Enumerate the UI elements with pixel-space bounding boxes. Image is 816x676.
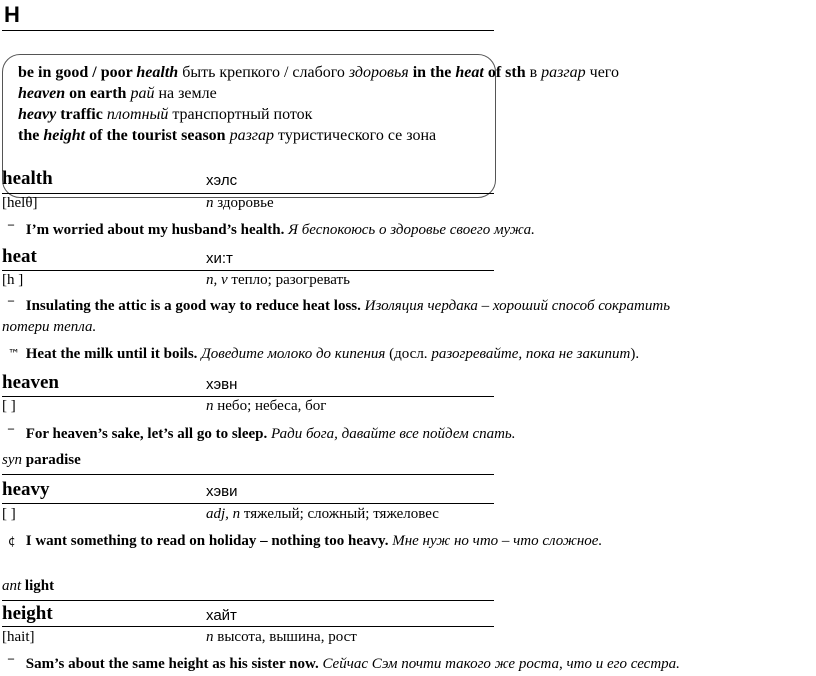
keyword: height	[43, 127, 86, 144]
translation-text: туристического се зона	[274, 127, 437, 144]
transcription-heaven: хэвн	[206, 376, 238, 393]
translation-text: транспортный поток	[168, 106, 313, 123]
example-russian: Я беспокоюсь о здоровье своего мужа.	[288, 222, 535, 238]
collocation-text: be in good / poor	[18, 64, 137, 81]
example-english: I’m worried about my husband’s health.	[25, 222, 285, 238]
example-heat-1-cont	[2, 319, 96, 336]
transcription-heavy: хэви	[206, 483, 238, 500]
note-text: разогревайте, пока не закипит	[427, 346, 631, 362]
translation-keyword: разгар	[541, 64, 586, 81]
note-bracket: (	[385, 346, 395, 362]
ipa-heaven: [ ]	[2, 398, 16, 414]
example-english: Sam’s about the same height as his sister now.	[25, 656, 319, 672]
ipa-heavy: [ ]	[2, 506, 16, 522]
example-marker-icon: ‾	[8, 223, 14, 237]
part-of-speech: adj, n	[206, 506, 241, 522]
callout-line-2	[18, 85, 217, 103]
gloss-height	[206, 629, 357, 646]
gloss-text: тепло; разогревать	[227, 272, 350, 288]
example-russian: Мне нуж но что – что сложное.	[392, 533, 603, 549]
collocation-text: in the	[408, 64, 456, 81]
headword-height: height	[2, 603, 53, 624]
callout-line-4	[18, 127, 436, 145]
entry-rule	[2, 270, 494, 271]
translation-text: чего	[585, 64, 619, 81]
collocation-text: of sth	[483, 64, 526, 81]
example-heat-2	[8, 346, 639, 363]
gloss-text: небо; небеса, бог	[213, 398, 327, 414]
callout-line-1	[18, 64, 619, 82]
example-height-1	[8, 656, 680, 673]
ipa-height: [hait]	[2, 629, 35, 645]
antonym-label: ant	[2, 578, 22, 594]
example-marker-icon: ‾	[8, 299, 14, 313]
example-marker-icon: ¢	[8, 534, 16, 548]
example-russian: потери тепла.	[2, 319, 97, 335]
part-of-speech: n	[206, 398, 214, 414]
note-label: досл.	[394, 346, 428, 362]
example-heaven-1	[8, 426, 516, 443]
translation-keyword: плотный	[102, 106, 169, 123]
transcription-height: хайт	[206, 607, 237, 624]
gloss-text: высота, вышина, рост	[213, 629, 357, 645]
example-marker-icon: ™	[8, 347, 20, 361]
keyword: heaven	[18, 85, 66, 102]
synonym-word: paradise	[22, 452, 81, 468]
example-health-1	[8, 222, 535, 239]
keyword: heat	[455, 64, 484, 81]
example-english: Heat the milk until it boils.	[25, 346, 198, 362]
example-english: Insulating the attic is a good way to reduce heat loss.	[25, 298, 361, 314]
part-of-speech: n	[206, 629, 214, 645]
synonym-label: syn	[2, 452, 22, 468]
keyword: heavy	[18, 106, 57, 123]
example-marker-icon: ‾	[8, 427, 14, 441]
gloss-heavy	[206, 506, 439, 523]
example-heavy-1	[8, 533, 602, 550]
entry-rule	[2, 600, 494, 601]
entry-rule	[2, 396, 494, 397]
headword-heaven: heaven	[2, 372, 59, 393]
translation-keyword: рай	[126, 85, 155, 102]
section-letter: H	[4, 2, 20, 27]
gloss-heat	[206, 272, 350, 289]
gloss-heaven	[206, 398, 326, 415]
entry-rule	[2, 193, 494, 194]
antonym-heavy	[2, 578, 54, 595]
example-russian: Доведите молоко до кипения	[201, 346, 386, 362]
headword-heavy: heavy	[2, 479, 50, 500]
collocation-text: of the tourist season	[85, 127, 226, 144]
translation-text: быть крепкого / слабого	[178, 64, 349, 81]
gloss-text: здоровье	[213, 195, 274, 211]
transcription-heat: хи:т	[206, 250, 233, 267]
entry-rule	[2, 626, 494, 627]
collocation-text: the	[18, 127, 44, 144]
gloss-text: тяжелый; сложный; тяжеловес	[240, 506, 439, 522]
translation-keyword: здоровья	[348, 64, 409, 81]
transcription-health: хэлс	[206, 172, 238, 189]
example-heat-1	[8, 298, 670, 315]
translation-text: на земле	[154, 85, 217, 102]
collocation-text: on earth	[65, 85, 127, 102]
antonym-word: light	[21, 578, 55, 594]
section-rule	[2, 30, 494, 31]
example-russian: Ради бога, давайте все пойдем спать.	[271, 426, 516, 442]
note-bracket: ).	[630, 346, 640, 362]
example-russian: Сейчас Сэм почти такого же роста, что и его сестра.	[322, 656, 680, 672]
ipa-heat: [h ]	[2, 272, 24, 288]
callout-line-3	[18, 106, 312, 124]
entry-rule	[2, 474, 494, 475]
collocation-text: traffic	[56, 106, 103, 123]
entry-rule	[2, 503, 494, 504]
headword-heat: heat	[2, 246, 37, 267]
ipa-health: [helθ]	[2, 195, 38, 211]
example-english: For heaven’s sake, let’s all go to sleep.	[25, 426, 268, 442]
translation-text: в	[525, 64, 542, 81]
example-english: I want something to read on holiday – nothing too heavy.	[25, 533, 389, 549]
keyword: health	[136, 64, 179, 81]
headword-health: health	[2, 168, 53, 189]
example-marker-icon: ‾	[8, 657, 14, 671]
part-of-speech: n	[206, 195, 214, 211]
part-of-speech: n, v	[206, 272, 228, 288]
gloss-health	[206, 195, 274, 212]
synonym-heaven	[2, 452, 81, 469]
translation-keyword: разгар	[225, 127, 275, 144]
example-russian: Изоляция чердака – хороший способ сократить	[364, 298, 671, 314]
